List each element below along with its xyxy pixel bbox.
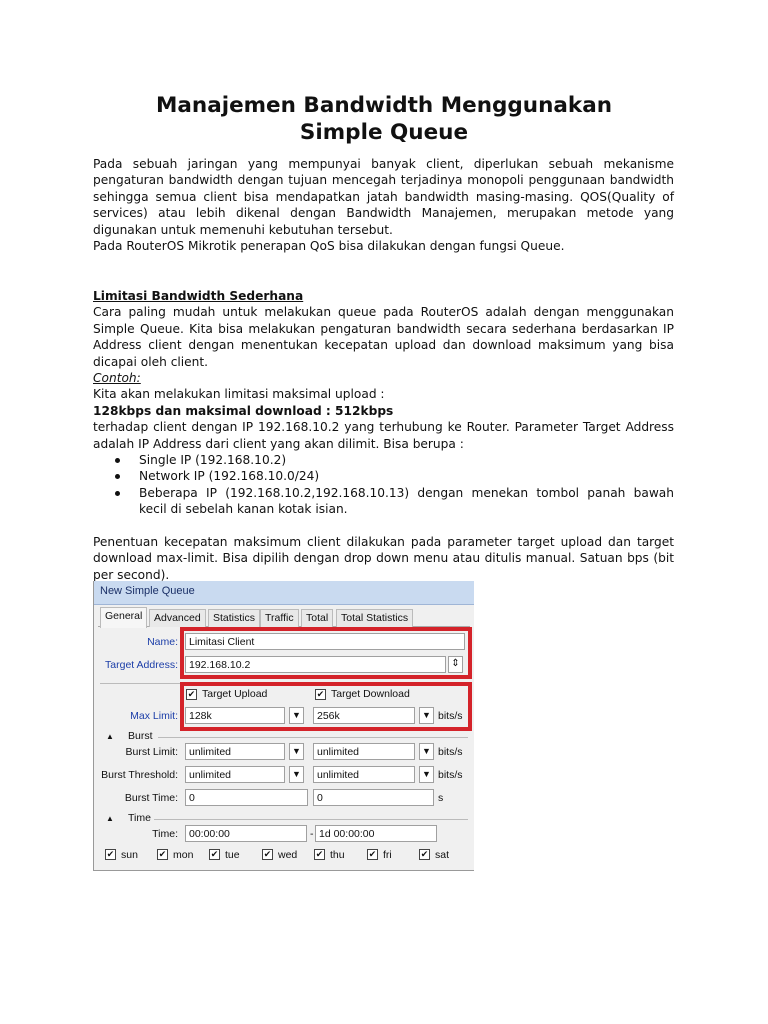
burst-time-upload-field[interactable]: 0	[185, 789, 308, 806]
divider	[158, 737, 468, 738]
day-sun-label: sun	[121, 849, 138, 861]
name-label: Name:	[147, 636, 178, 648]
day-fri-label: fri	[383, 849, 392, 861]
day-tue-checkbox[interactable]: ✔	[210, 849, 219, 859]
burst-time-unit: s	[438, 792, 444, 804]
bullet-icon	[115, 491, 120, 496]
target-address-spinner-icon[interactable]: ⇕	[448, 656, 463, 673]
burst-threshold-upload-field[interactable]: unlimited	[185, 766, 285, 783]
time-from-field[interactable]: 00:00:00	[185, 825, 307, 842]
section-paragraph-4: Penentuan kecepatan maksimum client dilakukan pada parameter target upload dan target download max-limit. Bisa dipilih dengan drop down menu atau ditulis manual. Satuan bps (bit per second).	[93, 534, 674, 582]
list-item-text: Beberapa IP (192.168.10.2,192.168.10.13) dengan menekan tombol panah bawah kecil di sebelah kanan kotak isian.	[139, 485, 674, 517]
intro-paragraph-1: Pada sebuah jaringan yang mempunyai banyak client, diperlukan sebuah mekanisme pengaturan bandwidth dengan tujuan mencegah terjadinya monopoli penggunaan bandwidth sehingga semua client bisa mendapatkan jatah bandwidth masing-masing. QOS(Quality of services) atau lebih dikenal dengan Bandwidth Manajemen, merupakan metode yang digunakan untuk memenuhi kebutuhan tersebut.	[93, 157, 674, 237]
window-title: New Simple Queue	[94, 581, 474, 605]
max-limit-download-dropdown-icon[interactable]: ▼	[419, 707, 434, 724]
collapse-triangle-icon[interactable]: ▲	[106, 814, 114, 823]
burst-time-label: Burst Time:	[124, 792, 178, 804]
name-field[interactable]: Limitasi Client	[185, 633, 465, 650]
divider	[154, 819, 468, 820]
title-line-1: Manajemen Bandwidth Menggunakan	[155, 93, 613, 118]
intro-block	[93, 156, 674, 254]
time-separator: -	[310, 828, 314, 840]
list-item	[93, 452, 674, 468]
burst-threshold-upload-dropdown-icon[interactable]: ▼	[289, 766, 304, 783]
time-to-field[interactable]: 1d 00:00:00	[315, 825, 437, 842]
target-address-field[interactable]: 192.168.10.2	[185, 656, 446, 673]
burst-limit-download-field[interactable]: unlimited	[313, 743, 415, 760]
day-wed-label: wed	[278, 849, 298, 861]
max-limit-upload-dropdown-icon[interactable]: ▼	[289, 707, 304, 724]
burst-threshold-download-field[interactable]: unlimited	[313, 766, 415, 783]
burst-limit-upload-field[interactable]: unlimited	[185, 743, 285, 760]
tab-total-statistics[interactable]: Total Statistics	[336, 609, 413, 627]
time-label: Time:	[152, 828, 178, 840]
burst-limit-download-dropdown-icon[interactable]: ▼	[419, 743, 434, 760]
tab-general[interactable]: General	[100, 607, 147, 628]
day-thu-checkbox[interactable]: ✔	[315, 849, 324, 859]
target-download-checkbox[interactable]: ✔	[316, 689, 325, 699]
max-limit-unit: bits/s	[438, 710, 463, 722]
highlight-box-max-limit	[180, 682, 472, 731]
bullet-icon	[115, 474, 120, 479]
tab-traffic[interactable]: Traffic	[260, 609, 299, 627]
document-title	[92, 92, 676, 146]
highlight-box-name-target	[180, 627, 472, 679]
burst-time-download-field[interactable]: 0	[313, 789, 434, 806]
day-tue-label: tue	[225, 849, 240, 861]
burst-threshold-download-dropdown-icon[interactable]: ▼	[419, 766, 434, 783]
tab-bar	[98, 607, 470, 627]
collapse-triangle-icon[interactable]: ▲	[106, 732, 114, 741]
max-limit-label: Max Limit:	[130, 710, 178, 722]
day-sat-checkbox[interactable]: ✔	[420, 849, 429, 859]
day-wed-checkbox[interactable]: ✔	[263, 849, 272, 859]
day-sat-label: sat	[435, 849, 450, 861]
limit-summary: 128kbps dan maksimal download : 512kbps	[93, 403, 394, 418]
section-block	[93, 288, 674, 583]
day-mon-checkbox[interactable]: ✔	[158, 849, 167, 859]
example-label: Contoh:	[93, 371, 141, 386]
target-upload-checkbox[interactable]: ✔	[187, 689, 196, 699]
burst-limit-upload-dropdown-icon[interactable]: ▼	[289, 743, 304, 760]
max-limit-download-field[interactable]: 256k	[313, 707, 415, 724]
list-item	[93, 485, 674, 518]
day-thu-label: thu	[330, 849, 345, 861]
tab-statistics[interactable]: Statistics	[208, 609, 260, 627]
tab-advanced[interactable]: Advanced	[149, 609, 206, 627]
list-item-text: Single IP (192.168.10.2)	[139, 453, 287, 468]
burst-group-label: Burst	[128, 730, 153, 742]
burst-limit-label: Burst Limit:	[125, 746, 178, 758]
day-sun-checkbox[interactable]: ✔	[106, 849, 115, 859]
target-types-list	[93, 452, 674, 518]
target-upload-label: Target Upload	[202, 688, 268, 700]
section-paragraph-2: Kita akan melakukan limitasi maksimal upload :	[93, 387, 385, 402]
spacer	[93, 518, 674, 534]
day-mon-label: mon	[173, 849, 194, 861]
max-limit-upload-field[interactable]: 128k	[185, 707, 285, 724]
intro-paragraph-2: Pada RouterOS Mikrotik penerapan QoS bisa dilakukan dengan fungsi Queue.	[93, 239, 565, 254]
section-heading: Limitasi Bandwidth Sederhana	[93, 289, 304, 303]
burst-limit-unit: bits/s	[438, 746, 463, 758]
section-paragraph-1: Cara paling mudah untuk melakukan queue pada RouterOS adalah dengan menggunakan Simple Queue. Kita bisa melakukan pengaturan bandwidth secara sederhana berdasarkan IP Address client dengan menentukan kecepatan upload dan download maksimum yang bisa dicapai oleh client.	[93, 305, 674, 369]
burst-threshold-unit: bits/s	[438, 769, 463, 781]
target-download-label: Target Download	[331, 688, 410, 700]
section-paragraph-3: terhadap client dengan IP 192.168.10.2 yang terhubung ke Router. Parameter Target Address adalah IP Address dari client yang akan dilimit. Bisa berupa :	[93, 420, 674, 451]
list-item	[93, 468, 674, 484]
simple-queue-screenshot	[93, 581, 474, 871]
list-item-text: Network IP (192.168.10.0/24)	[139, 469, 320, 484]
title-line-2: Simple Queue	[299, 120, 469, 145]
target-address-label: Target Address:	[105, 659, 178, 671]
tab-total[interactable]: Total	[301, 609, 333, 627]
day-fri-checkbox[interactable]: ✔	[368, 849, 377, 859]
bullet-icon	[115, 458, 120, 463]
burst-threshold-label: Burst Threshold:	[101, 769, 178, 781]
time-group-label: Time	[128, 812, 151, 824]
